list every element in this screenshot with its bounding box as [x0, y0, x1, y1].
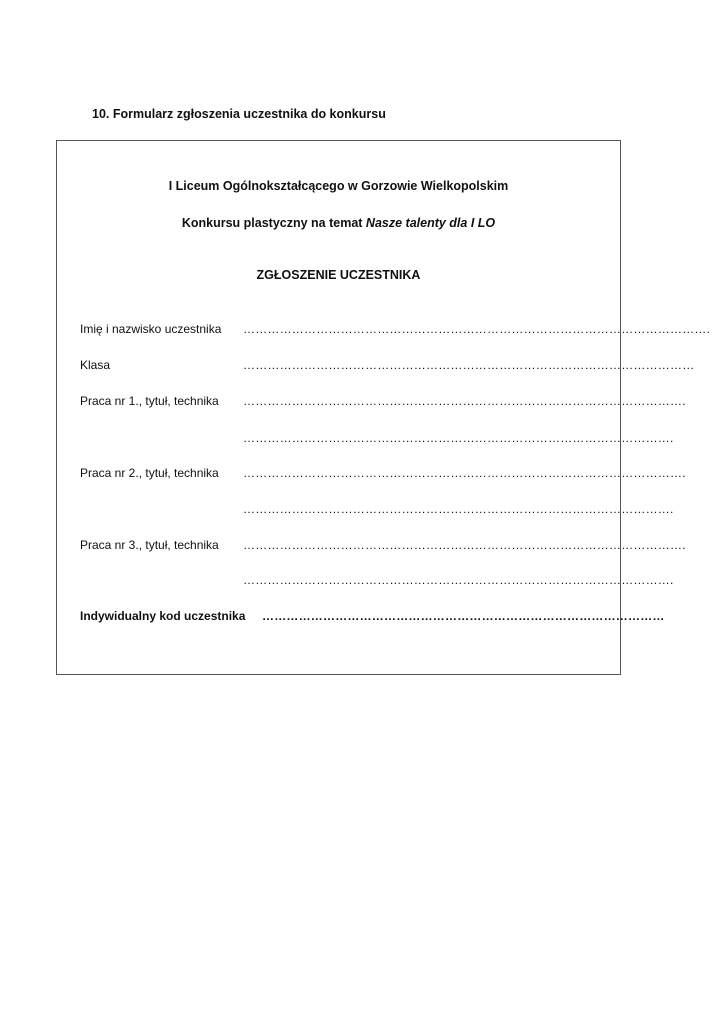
- work2-row: [80, 466, 686, 480]
- document-heading: 10. Formularz zgłoszenia uczestnika do konkursu: [92, 107, 386, 121]
- work1-dotted-line[interactable]: ……………………………………………………………………………………………….: [243, 394, 686, 408]
- code-label: Indywidualny kod uczestnika: [80, 609, 246, 623]
- work3-row: [80, 538, 686, 552]
- code-row: [80, 609, 665, 623]
- school-name: I Liceum Ogólnokształcącego w Gorzowie Wielkopolskim: [168, 179, 509, 193]
- work3-label: Praca nr 3., tytuł, technika: [80, 538, 219, 552]
- contest-prefix: Konkursu plastyczny na temat: [181, 216, 366, 230]
- name-row: [80, 322, 711, 336]
- work2-label: Praca nr 2., tytuł, technika: [80, 466, 219, 480]
- work2-dotted-line-2[interactable]: …………………………………………………………………………………………….: [243, 502, 674, 516]
- work3-dotted-line-2[interactable]: …………………………………………………………………………………………….: [243, 573, 674, 587]
- work1-row: [80, 394, 686, 408]
- name-label: Imię i nazwisko uczestnika: [80, 322, 222, 336]
- name-dotted-line[interactable]: …………………………………………………………………………………………………….: [243, 322, 711, 336]
- class-label: Klasa: [80, 358, 111, 372]
- form-title: ZGŁOSZENIE UCZESTNIKA: [256, 268, 421, 282]
- entry-form-box: [56, 140, 711, 675]
- contest-theme: Nasze talenty dla I LO: [365, 216, 496, 230]
- code-dotted-line[interactable]: ………………………………………………………………………………………: [262, 609, 665, 623]
- work1-label: Praca nr 1., tytuł, technika: [80, 394, 219, 408]
- work1-dotted-line-2[interactable]: …………………………………………………………………………………………….: [243, 431, 674, 445]
- class-row: [80, 358, 695, 372]
- contest-title: [57, 216, 620, 230]
- work3-dotted-line[interactable]: ……………………………………………………………………………………………….: [243, 538, 686, 552]
- work2-dotted-line[interactable]: ……………………………………………………………………………………………….: [243, 466, 686, 480]
- class-dotted-line[interactable]: …………………………………………………………………………………………………: [243, 358, 695, 372]
